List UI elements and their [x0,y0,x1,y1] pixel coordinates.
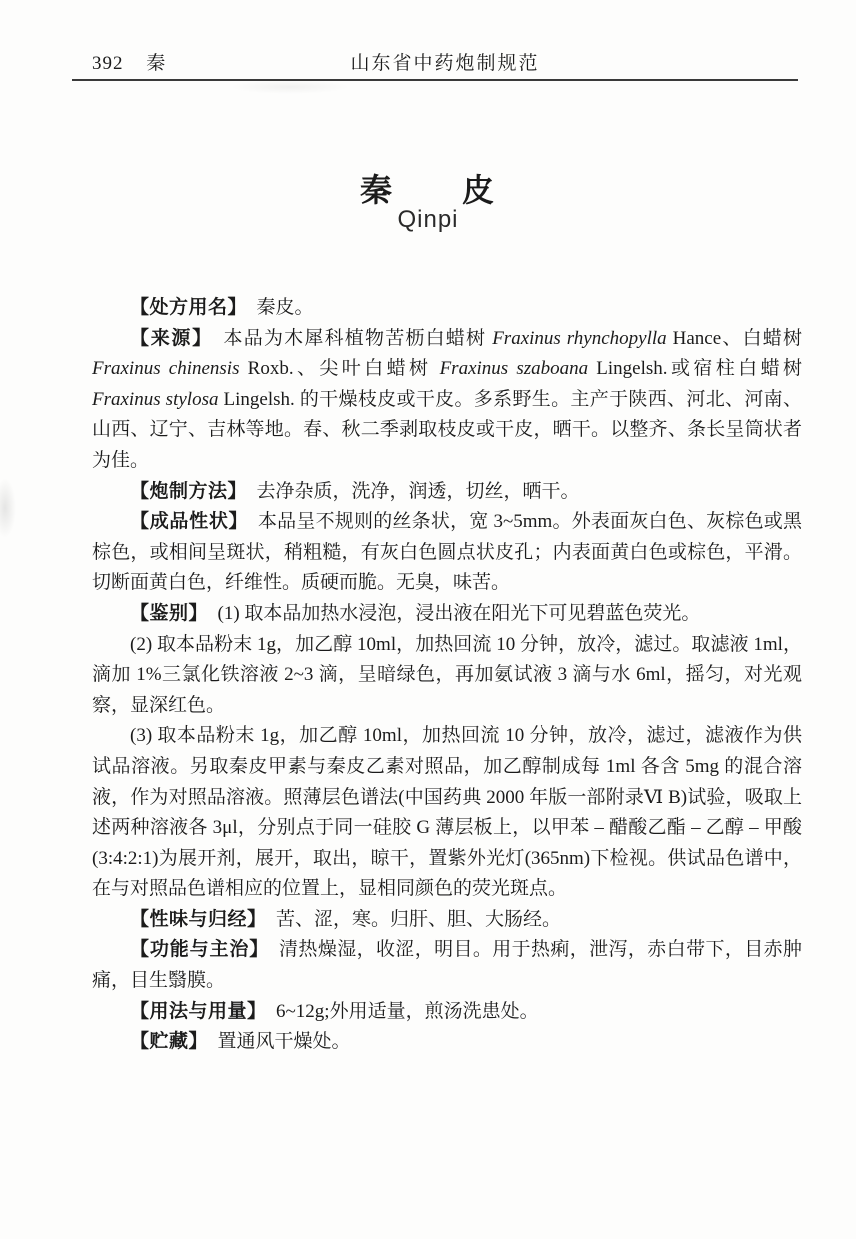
section-label: 【性味与归经】 [130,908,258,930]
text-run: 苦、涩，寒。归肝、胆、大肠经。 [257,908,562,930]
paragraph [92,935,802,996]
text-run: 去净杂质，洗净，润透，切丝，晒干。 [237,480,580,502]
paragraph [92,905,802,936]
text-run: 本品为木犀科植物苦枥白蜡树 [203,327,493,349]
book-title: 山东省中药炮制规范 [350,53,540,74]
text-run: 6~12g;外用适量，煎汤洗患处。 [257,1000,539,1022]
text-run: Hance、白蜡树 [666,327,802,349]
text-run: (2) 取本品粉末 1g，加乙醇 10ml，加热回流 10 分钟，放冷，滤过。取滤液 1ml，滴加 1%三氯化铁溶液 2~3 滴，呈暗绿色，再加氨试液 3 滴与水 6ml，摇匀，对光观察，显深红色。 [92,633,802,716]
text-run: 秦皮。 [237,297,314,318]
monograph-title: 秦 皮 [359,172,496,208]
scan-smudge [230,80,350,94]
section-label: 【炮制方法】 [130,480,238,502]
paragraph [92,293,802,324]
paragraph [92,630,802,722]
monograph-pinyin: Qinpi [397,206,459,233]
section-label: 【处方用名】 [130,297,238,318]
body-text [92,293,802,1058]
text-run: 本品呈不规则的丝条状，宽 3~5mm。外表面灰白色、灰棕色或黑棕色，或相间呈斑状，稍粗糙，有灰白色圆点状皮孔；内表面黄白色或棕色，平滑。切断面黄白色，纤维性。质硬而脆。无臭，味苦。 [92,511,802,594]
section-label: 【鉴别】 [130,602,199,624]
latin-binomial: Fraxinus chinensis [92,358,240,380]
paragraph [92,477,802,508]
latin-binomial: Fraxinus szaboana [439,358,589,380]
latin-binomial: Fraxinus stylosa [92,388,219,410]
text-run: Roxb.、尖叶白蜡树 [239,358,440,380]
text-run: Lingelsh. 的干燥枝皮或干皮。多系野生。主产于陕西、河北、河南、山西、辽宁、吉林等地。春、秋二季剥取枝皮或干皮，晒干。以整齐、条长呈筒状者为佳。 [92,388,802,471]
text-run: 置通风干燥处。 [198,1031,351,1053]
section-label: 【用法与用量】 [130,1000,258,1022]
section-char: 秦 [146,53,166,74]
section-label: 【功能与主治】 [130,939,260,961]
paragraph [92,721,802,905]
section-label: 【来源】 [130,327,204,349]
paragraph [92,997,802,1028]
scan-smudge [0,478,16,538]
latin-binomial: Fraxinus rhynchopylla [492,327,667,349]
section-label: 【贮藏】 [130,1031,199,1053]
paragraph [92,1027,802,1058]
page-number: 392 [92,53,124,74]
text-run: 清热燥湿，收涩，明目。用于热痢，泄泻，赤白带下，目赤肿痛，目生翳膜。 [92,939,802,992]
text-run: (1) 取本品加热水浸泡，浸出液在阳光下可见碧蓝色荧光。 [198,602,701,624]
page-header [92,48,798,74]
text-run: Lingelsh.或宿柱白蜡树 [588,358,802,380]
paragraph [92,507,802,599]
paragraph [92,324,802,477]
section-label: 【成品性状】 [130,511,239,533]
header-rule [72,79,798,81]
text-run: (3) 取本品粉末 1g，加乙醇 10ml，加热回流 10 分钟，放冷，滤过，滤液作为供试品溶液。另取秦皮甲素与秦皮乙素对照品，加乙醇制成每 1ml 各含 5mg 的混合溶液，作为对照品溶液。照薄层色谱法(中国药典 2000 年版一部附录Ⅵ B)试验，吸取上述两种溶液各 3μl，分别点于同一硅胶 G 薄层板上，以甲苯 – 醋酸乙酯 – 乙醇 – 甲酸(3:4:2:1)为展开剂，展开，取出，晾干，置紫外光灯(365nm)下检视。供试品色谱中，在与对照品色谱相应的位置上，显相同颜色的荧光斑点。 [92,725,802,900]
paragraph [92,599,802,630]
